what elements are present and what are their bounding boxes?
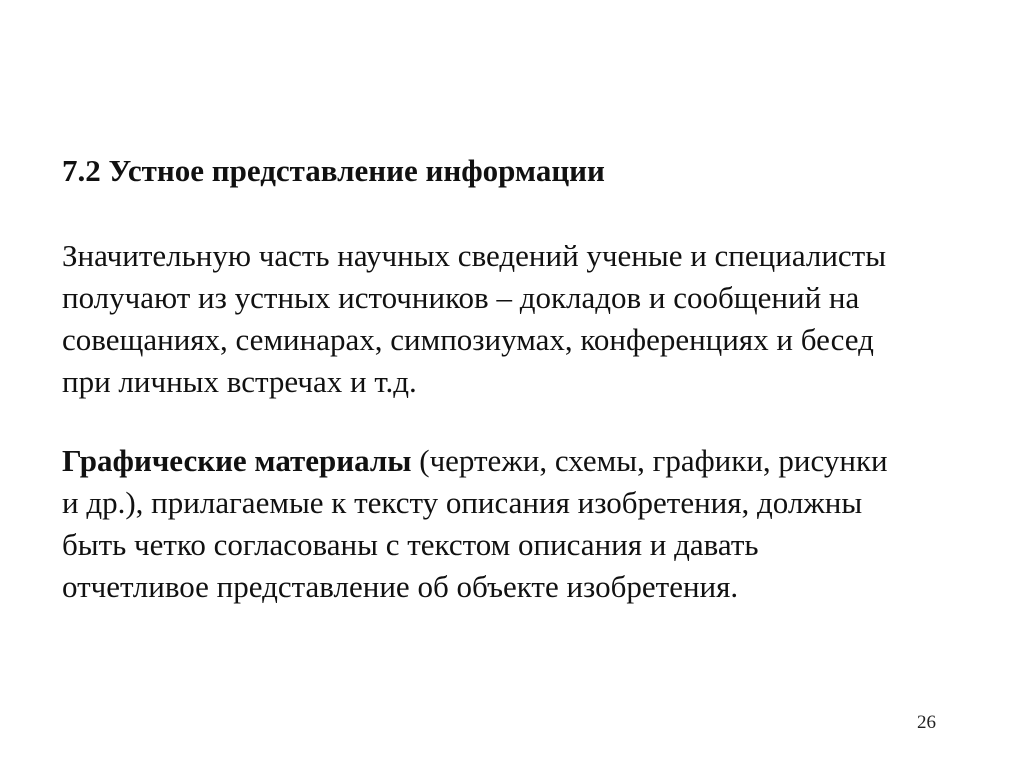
paragraph-line: Значительную часть научных сведений ученые и специалисты: [62, 238, 887, 273]
paragraph-line: отчетливое представление об объекте изобретения.: [62, 569, 739, 604]
bold-term: Графические материалы: [62, 443, 412, 478]
paragraph-line: совещаниях, семинарах, симпозиумах, конференциях и бесед: [62, 322, 874, 357]
paragraph-line-rest: (чертежи, схемы, графики, рисунки: [411, 443, 888, 478]
page-number: 26: [917, 712, 936, 733]
paragraph-line: быть четко согласованы с текстом описания и давать: [62, 527, 759, 562]
slide-title: 7.2 Устное представление информации: [62, 153, 605, 188]
paragraph-line: [62, 440, 888, 482]
paragraph-oral-information: [62, 235, 886, 403]
paragraph-graphic-materials: [62, 440, 888, 608]
paragraph-line: получают из устных источников – докладов и сообщений на: [62, 280, 860, 315]
paragraph-line: и др.), прилагаемые к тексту описания изобретения, должны: [62, 485, 863, 520]
paragraph-line: при личных встречах и т.д.: [62, 364, 417, 399]
